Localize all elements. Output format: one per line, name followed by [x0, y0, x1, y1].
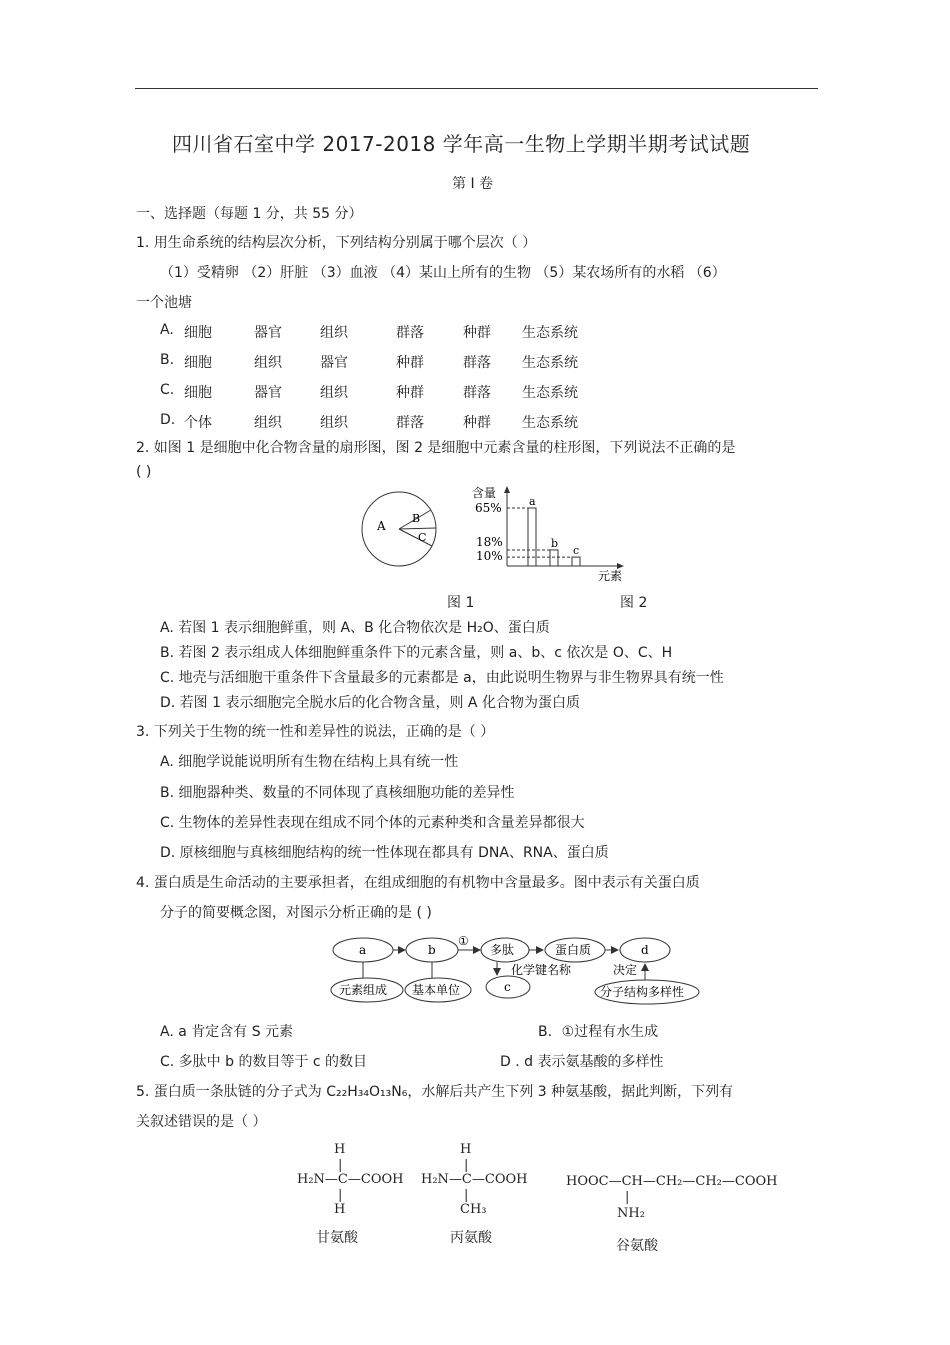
- option-cell: 生态系统: [522, 415, 578, 431]
- structural-diversity-label: 分子结构多样性: [600, 985, 685, 999]
- option-label: C.: [160, 382, 175, 398]
- option-cell: 群落: [396, 415, 424, 431]
- option-cell: 生态系统: [522, 355, 578, 371]
- q3-stem: 3. 下列关于生物的统一性和差异性的说法，正确的是（ ）: [136, 724, 495, 740]
- option-cell: 种群: [396, 385, 424, 401]
- q4-stem-cont: 分子的简要概念图，对图示分析正确的是 ( ): [160, 905, 432, 921]
- y-axis-arrow: [504, 486, 510, 493]
- q4-option-b: B．①过程有水生成: [538, 1024, 659, 1040]
- pie-sector-line: [399, 529, 432, 546]
- bar-xlabel: 元素: [598, 569, 623, 583]
- bar-label-a: a: [529, 495, 536, 508]
- node-c-label: c: [504, 980, 511, 994]
- option-cell: 组织: [254, 415, 282, 431]
- bar-b: [550, 550, 558, 566]
- option-cell: 生态系统: [522, 385, 578, 401]
- q4-option-d: D . d 表示氨基酸的多样性: [500, 1054, 664, 1070]
- option-cell: 种群: [463, 325, 491, 341]
- option-cell: 种群: [463, 415, 491, 431]
- q1-items: （1）受精卵 （2）肝脏 （3）血液 （4）某山上所有的生物 （5）某农场所有的水稻 （6）: [160, 265, 726, 281]
- option-cell: 个体: [184, 415, 212, 431]
- q2-option-b: B. 若图 2 表示组成人体细胞鲜重条件下的元素含量，则 a、b、c 依次是 O、C、H: [160, 645, 673, 661]
- top-rule: [135, 88, 818, 89]
- option-cell: 群落: [463, 385, 491, 401]
- bar-c: [572, 557, 580, 566]
- q1-items-cont: 一个池塘: [136, 295, 192, 311]
- option-cell: 器官: [254, 385, 282, 401]
- q5-stem-cont: 关叙述错误的是（ ）: [136, 1114, 267, 1130]
- pie-sector-line: [399, 528, 436, 529]
- q2-option-a: A. 若图 1 表示细胞鲜重，则 A、B 化合物依次是 H₂O、蛋白质: [160, 620, 550, 636]
- q3-option-b: B. 细胞器种类、数量的不同体现了真核细胞功能的差异性: [160, 785, 515, 801]
- option-label: B.: [160, 352, 175, 368]
- bar-series: [507, 495, 580, 566]
- bar-label-c: c: [573, 544, 580, 558]
- q2-option-c: C. 地壳与活细胞干重条件下含量最多的元素都是 a，由此说明生物界与非生物界具有统一性: [160, 670, 724, 686]
- option-label: D.: [160, 412, 176, 428]
- node-a-label: a: [359, 943, 367, 957]
- option-cell: 细胞: [184, 385, 212, 401]
- q3-option-a: A. 细胞学说能说明所有生物在结构上具有统一性: [160, 754, 459, 770]
- q3-option-d: D. 原核细胞与真核细胞结构的统一性体现在都具有 DNA、RNA、蛋白质: [160, 845, 609, 861]
- q4-stem: 4. 蛋白质是生命活动的主要承担者，在组成细胞的有机物中含量最多。图中表示有关蛋白质: [136, 875, 700, 891]
- glycine-name: 甘氨酸: [316, 1230, 358, 1246]
- node-b-label: b: [428, 943, 436, 957]
- q1-stem: 1. 用生命系统的结构层次分析，下列结构分别属于哪个层次（ ）: [136, 235, 537, 251]
- pie-label-b: B: [412, 512, 421, 525]
- node-polypeptide-label: 多肽: [490, 943, 515, 957]
- bar-figure: [470, 480, 640, 585]
- glutamic-acid-name: 谷氨酸: [616, 1238, 658, 1254]
- process-1-label: ①: [458, 934, 469, 948]
- bar-ylabel: 含量: [472, 486, 497, 500]
- figure-1-caption: 图 1: [447, 595, 475, 611]
- q3-option-c: C. 生物体的差异性表现在组成不同个体的元素种类和含量差异都很大: [160, 815, 585, 831]
- option-cell: 组织: [320, 415, 348, 431]
- basic-unit-label: 基本单位: [412, 983, 461, 997]
- q4-option-a: A. a 肯定含有 S 元素: [160, 1024, 294, 1040]
- q4-option-c: C. 多肽中 b 的数目等于 c 的数目: [160, 1054, 368, 1070]
- element-composition-label: 元素组成: [339, 983, 388, 997]
- option-cell: 群落: [463, 355, 491, 371]
- page-title: 四川省石室中学 2017-2018 学年高一生物上学期半期考试试题: [172, 132, 751, 156]
- q2-option-d: D. 若图 1 表示细胞完全脱水后的化合物含量，则 A 化合物为蛋白质: [160, 695, 580, 711]
- concept-map: [325, 930, 705, 1005]
- bond-label: 化学键名称: [511, 963, 572, 977]
- option-cell: 组织: [320, 325, 348, 341]
- option-cell: 群落: [396, 325, 424, 341]
- tick-label: 10%: [476, 549, 503, 563]
- q5-stem: 5. 蛋白质一条肽链的分子式为 C₂₂H₃₄O₁₃N₆，水解后共产生下列 3 种氨基酸，据此判断，下列有: [136, 1084, 734, 1100]
- pie-label-a: A: [377, 519, 386, 533]
- decide-label: 决定: [613, 963, 638, 977]
- option-cell: 器官: [320, 355, 348, 371]
- option-cell: 组织: [254, 355, 282, 371]
- section-label: 第 I 卷: [452, 176, 494, 192]
- option-cell: 细胞: [184, 355, 212, 371]
- alanine-name: 丙氨酸: [450, 1230, 492, 1246]
- node-d-label: d: [641, 943, 649, 957]
- pie-figure: [350, 490, 450, 568]
- q2-stem: 2. 如图 1 是细胞中化合物含量的扇形图，图 2 是细胞中元素含量的柱形图，下列说法不正确的是: [136, 440, 736, 456]
- tick-label: 65%: [475, 501, 502, 515]
- tick-label: 18%: [476, 535, 503, 549]
- option-cell: 细胞: [184, 325, 212, 341]
- part-heading: 一、选择题（每题 1 分，共 55 分）: [136, 206, 363, 222]
- option-cell: 组织: [320, 385, 348, 401]
- bar-label-b: b: [551, 536, 559, 550]
- option-cell: 器官: [254, 325, 282, 341]
- q2-paren: ( ): [136, 464, 152, 480]
- option-label: A.: [160, 322, 174, 338]
- figure-2-caption: 图 2: [620, 595, 648, 611]
- option-cell: 生态系统: [522, 325, 578, 341]
- node-protein-label: 蛋白质: [555, 943, 592, 957]
- option-cell: 种群: [396, 355, 424, 371]
- pie-label-c: C: [418, 531, 427, 544]
